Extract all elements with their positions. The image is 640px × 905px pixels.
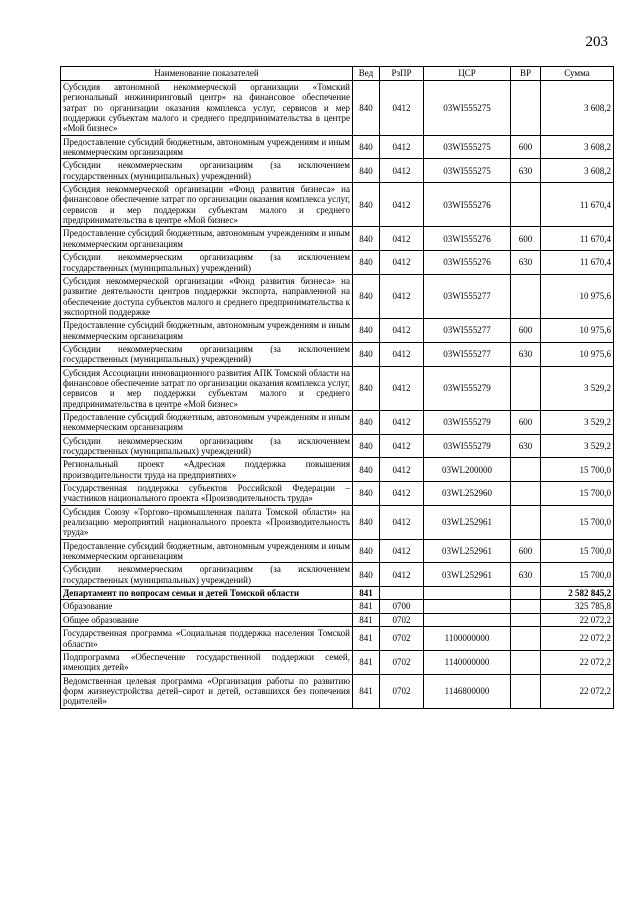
cell-name: Региональный проект «Адресная поддержка повышения производительности труда на предприятиях» — [61, 458, 353, 482]
cell-name: Субсидии некоммерческим организациям (за исключением государственных (муниципальных) учреждений) — [61, 342, 353, 366]
cell-rzpr: 0702 — [380, 627, 424, 651]
table-row — [61, 81, 614, 136]
cell-csr — [424, 613, 511, 626]
cell-csr: 03WL252960 — [424, 482, 511, 506]
cell-ved: 840 — [353, 81, 380, 136]
cell-vr: 600 — [511, 227, 541, 251]
table-row — [61, 674, 614, 708]
cell-ved: 840 — [353, 135, 380, 159]
cell-name: Департамент по вопросам семьи и детей Томской области — [61, 587, 353, 600]
table-row — [61, 600, 614, 613]
cell-name: Предоставление субсидий бюджетным, автономным учреждениям и иным некоммерческим организациям — [61, 410, 353, 434]
table-body — [61, 81, 614, 709]
cell-ved: 840 — [353, 274, 380, 318]
cell-name: Субсидии некоммерческим организациям (за исключением государственных (муниципальных) учреждений) — [61, 434, 353, 458]
cell-sum: 22 072,2 — [541, 613, 614, 626]
header-csr: ЦСР — [424, 67, 511, 81]
cell-vr: 630 — [511, 342, 541, 366]
table-row — [61, 613, 614, 626]
cell-csr: 03WI555277 — [424, 274, 511, 318]
cell-csr — [424, 587, 511, 600]
cell-ved: 840 — [353, 539, 380, 563]
cell-name: Субсидия автономной некоммерческой организации «Томский региональный инжиниринговый центр» на финансовое обеспечение затрат по организации оказания комплекса услуг, сервисов и мер поддержки субъектам малого и среднего предпринимательства в центре «Мой бизнес» — [61, 81, 353, 136]
table-row — [61, 159, 614, 183]
cell-ved: 840 — [353, 342, 380, 366]
cell-sum: 15 700,0 — [541, 458, 614, 482]
table-row — [61, 650, 614, 674]
cell-rzpr: 0702 — [380, 613, 424, 626]
cell-name: Предоставление субсидий бюджетным, автономным учреждениям и иным некоммерческим организациям — [61, 319, 353, 343]
table-row — [61, 227, 614, 251]
cell-name: Подпрограмма «Обеспечение государственной поддержки семей, имеющих детей» — [61, 650, 353, 674]
header-ved: Вед — [353, 67, 380, 81]
table-row — [61, 539, 614, 563]
cell-rzpr: 0412 — [380, 366, 424, 410]
cell-sum: 10 975,6 — [541, 274, 614, 318]
cell-sum: 11 670,4 — [541, 251, 614, 275]
header-name: Наименование показателей — [61, 67, 353, 81]
cell-ved: 840 — [353, 227, 380, 251]
cell-rzpr: 0412 — [380, 342, 424, 366]
cell-csr: 03WI555279 — [424, 410, 511, 434]
header-vr: ВР — [511, 67, 541, 81]
cell-rzpr: 0412 — [380, 274, 424, 318]
cell-ved: 840 — [353, 183, 380, 227]
table-row — [61, 627, 614, 651]
cell-sum: 3 608,2 — [541, 81, 614, 136]
cell-csr: 03WI555277 — [424, 319, 511, 343]
cell-vr — [511, 505, 541, 539]
cell-ved: 841 — [353, 600, 380, 613]
cell-ved: 841 — [353, 650, 380, 674]
cell-ved: 840 — [353, 458, 380, 482]
cell-rzpr: 0412 — [380, 319, 424, 343]
cell-ved: 841 — [353, 627, 380, 651]
table-row — [61, 458, 614, 482]
cell-ved: 840 — [353, 159, 380, 183]
cell-ved: 841 — [353, 613, 380, 626]
cell-name: Образование — [61, 600, 353, 613]
header-sum: Сумма — [541, 67, 614, 81]
cell-sum: 15 700,0 — [541, 539, 614, 563]
cell-ved: 840 — [353, 366, 380, 410]
cell-sum: 15 700,0 — [541, 563, 614, 587]
cell-ved: 840 — [353, 410, 380, 434]
cell-csr: 03WI555279 — [424, 434, 511, 458]
table-row — [61, 434, 614, 458]
header-rzpr: РзПР — [380, 67, 424, 81]
budget-table — [60, 66, 614, 709]
cell-name: Субсидии некоммерческим организациям (за исключением государственных (муниципальных) учреждений) — [61, 159, 353, 183]
cell-vr — [511, 274, 541, 318]
cell-vr — [511, 81, 541, 136]
cell-vr: 600 — [511, 135, 541, 159]
cell-sum: 22 072,2 — [541, 674, 614, 708]
cell-vr: 630 — [511, 563, 541, 587]
cell-rzpr: 0702 — [380, 650, 424, 674]
cell-vr — [511, 482, 541, 506]
cell-vr — [511, 650, 541, 674]
cell-csr: 03WL252961 — [424, 539, 511, 563]
cell-sum: 3 608,2 — [541, 159, 614, 183]
cell-csr: 03WI555277 — [424, 342, 511, 366]
cell-csr: 03WI555276 — [424, 227, 511, 251]
cell-name: Предоставление субсидий бюджетным, автономным учреждениям и иным некоммерческим организациям — [61, 227, 353, 251]
cell-rzpr: 0412 — [380, 410, 424, 434]
cell-rzpr: 0412 — [380, 227, 424, 251]
table-row — [61, 410, 614, 434]
table-row — [61, 319, 614, 343]
cell-sum: 3 608,2 — [541, 135, 614, 159]
table-row — [61, 183, 614, 227]
table-row — [61, 482, 614, 506]
cell-vr — [511, 458, 541, 482]
cell-vr: 630 — [511, 434, 541, 458]
cell-name: Субсидия Ассоциации инновационного развития АПК Томской области на финансовое обеспечение затрат по организации оказания комплекса услуг, сервисов и мер поддержки субъектам малого и среднего предпринимательства в центре «Мой бизнес» — [61, 366, 353, 410]
cell-sum: 2 582 845,2 — [541, 587, 614, 600]
cell-sum: 22 072,2 — [541, 627, 614, 651]
cell-csr: 03WL252961 — [424, 505, 511, 539]
cell-ved: 841 — [353, 674, 380, 708]
cell-name: Субсидия некоммерческой организации «Фонд развития бизнеса» на развитие деятельности центров поддержки экспорта, направленной на обеспечение доступа субъектов малого и среднего предпринимательства к экспортной поддержке — [61, 274, 353, 318]
cell-sum: 3 529,2 — [541, 434, 614, 458]
cell-rzpr: 0412 — [380, 563, 424, 587]
cell-name: Субсидия Союзу «Торгово–промышленная палата Томской области» на реализацию мероприятий национального проекта «Производительность труда» — [61, 505, 353, 539]
cell-csr: 1100000000 — [424, 627, 511, 651]
cell-name: Субсидия некоммерческой организации «Фонд развития бизнеса» на финансовое обеспечение затрат по организации оказания комплекса услуг, сервисов и мер поддержки субъектам малого и среднего предпринимательства в центре «Мой бизнес» — [61, 183, 353, 227]
cell-sum: 11 670,4 — [541, 183, 614, 227]
cell-rzpr: 0412 — [380, 539, 424, 563]
cell-name: Общее образование — [61, 613, 353, 626]
cell-vr: 600 — [511, 539, 541, 563]
cell-vr: 600 — [511, 410, 541, 434]
cell-rzpr: 0412 — [380, 505, 424, 539]
table-row — [61, 587, 614, 600]
cell-csr: 03WL252961 — [424, 563, 511, 587]
cell-rzpr: 0412 — [380, 135, 424, 159]
cell-ved: 840 — [353, 434, 380, 458]
table-row — [61, 342, 614, 366]
cell-vr — [511, 183, 541, 227]
cell-csr: 03WL200000 — [424, 458, 511, 482]
cell-sum: 11 670,4 — [541, 227, 614, 251]
cell-csr: 1146800000 — [424, 674, 511, 708]
cell-csr: 03WI555279 — [424, 366, 511, 410]
cell-vr — [511, 674, 541, 708]
cell-sum: 3 529,2 — [541, 410, 614, 434]
cell-sum: 10 975,6 — [541, 319, 614, 343]
cell-rzpr: 0412 — [380, 251, 424, 275]
table-row — [61, 251, 614, 275]
cell-csr: 03WI555275 — [424, 81, 511, 136]
cell-ved: 841 — [353, 587, 380, 600]
table-row — [61, 366, 614, 410]
cell-name: Предоставление субсидий бюджетным, автономным учреждениям и иным некоммерческим организациям — [61, 539, 353, 563]
cell-sum: 15 700,0 — [541, 505, 614, 539]
cell-rzpr: 0412 — [380, 183, 424, 227]
cell-rzpr: 0700 — [380, 600, 424, 613]
cell-rzpr: 0702 — [380, 674, 424, 708]
cell-vr — [511, 627, 541, 651]
table-row — [61, 135, 614, 159]
cell-name: Государственная поддержка субъектов Российской Федерации – участников национального проекта «Производительность труда» — [61, 482, 353, 506]
cell-csr: 03WI555276 — [424, 183, 511, 227]
cell-csr: 03WI555275 — [424, 135, 511, 159]
cell-name: Ведомственная целевая программа «Организация работы по развитию форм жизнеустройства детей–сирот и детей, оставшихся без попечения родителей» — [61, 674, 353, 708]
table-header-row — [61, 67, 614, 81]
cell-name: Субсидии некоммерческим организациям (за исключением государственных (муниципальных) учреждений) — [61, 251, 353, 275]
cell-ved: 840 — [353, 563, 380, 587]
table-row — [61, 505, 614, 539]
cell-ved: 840 — [353, 251, 380, 275]
cell-rzpr: 0412 — [380, 81, 424, 136]
cell-csr: 03WI555275 — [424, 159, 511, 183]
cell-vr — [511, 613, 541, 626]
cell-sum: 10 975,6 — [541, 342, 614, 366]
cell-name: Предоставление субсидий бюджетным, автономным учреждениям и иным некоммерческим организациям — [61, 135, 353, 159]
cell-vr — [511, 366, 541, 410]
cell-name: Государственная программа «Социальная поддержка населения Томской области» — [61, 627, 353, 651]
cell-rzpr — [380, 587, 424, 600]
cell-rzpr: 0412 — [380, 159, 424, 183]
cell-vr — [511, 600, 541, 613]
cell-ved: 840 — [353, 482, 380, 506]
cell-vr — [511, 587, 541, 600]
cell-sum: 15 700,0 — [541, 482, 614, 506]
cell-sum: 325 785,8 — [541, 600, 614, 613]
table-row — [61, 274, 614, 318]
cell-ved: 840 — [353, 319, 380, 343]
cell-sum: 3 529,2 — [541, 366, 614, 410]
cell-csr — [424, 600, 511, 613]
cell-sum: 22 072,2 — [541, 650, 614, 674]
cell-vr: 600 — [511, 319, 541, 343]
cell-vr: 630 — [511, 159, 541, 183]
cell-vr: 630 — [511, 251, 541, 275]
table-row — [61, 563, 614, 587]
page-number: 203 — [585, 34, 608, 50]
cell-csr: 03WI555276 — [424, 251, 511, 275]
cell-csr: 1140000000 — [424, 650, 511, 674]
cell-name: Субсидии некоммерческим организациям (за исключением государственных (муниципальных) учреждений) — [61, 563, 353, 587]
cell-rzpr: 0412 — [380, 434, 424, 458]
cell-ved: 840 — [353, 505, 380, 539]
cell-rzpr: 0412 — [380, 482, 424, 506]
cell-rzpr: 0412 — [380, 458, 424, 482]
